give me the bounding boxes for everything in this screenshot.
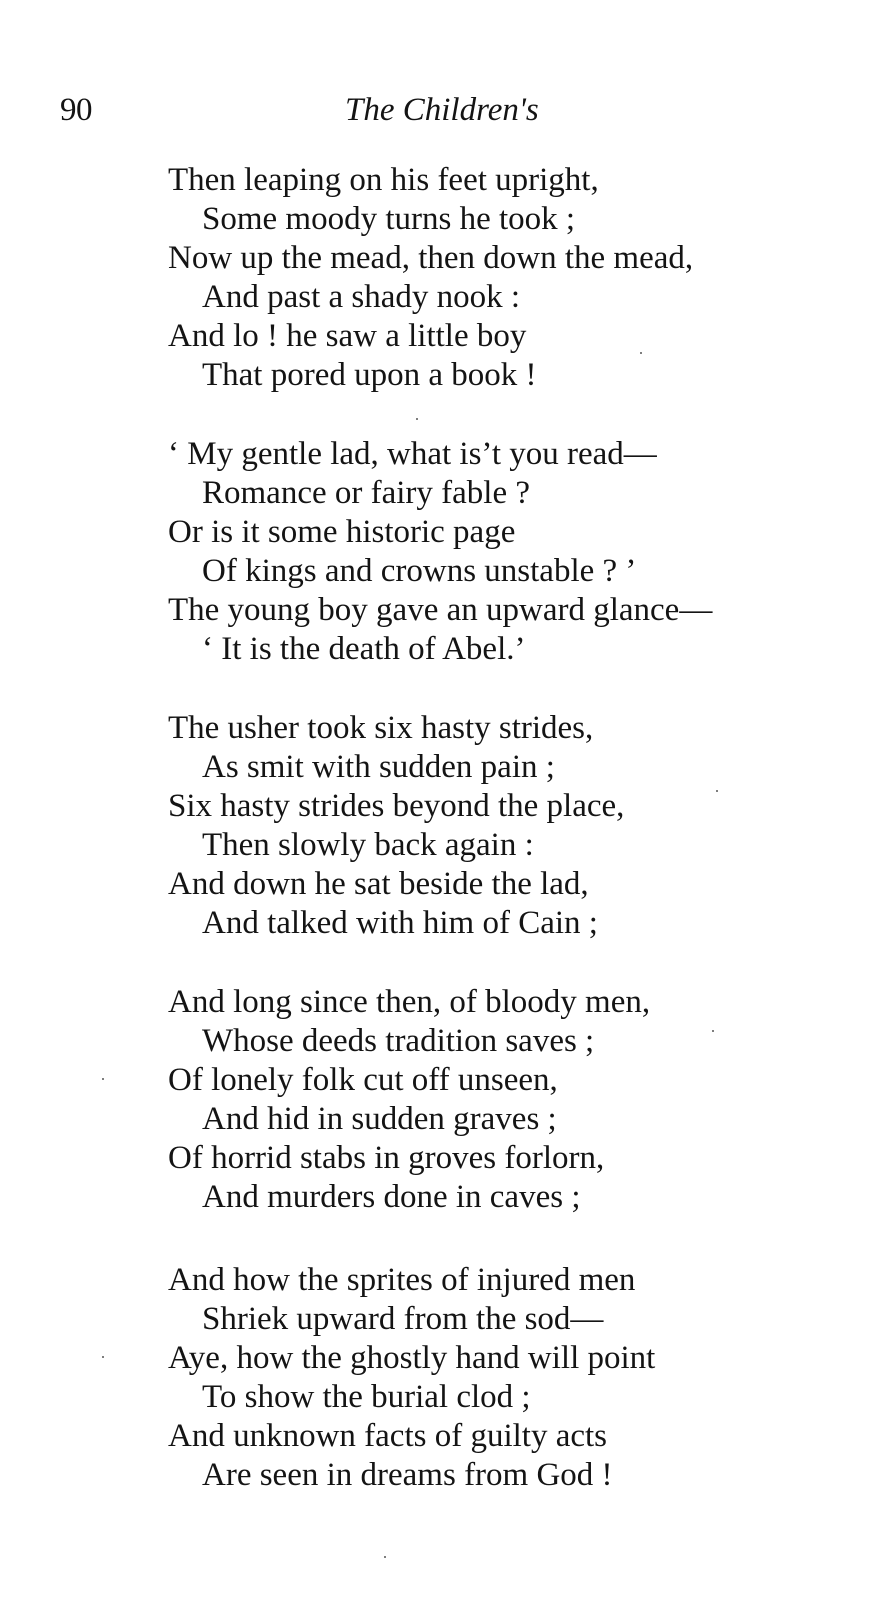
poem-line: And murders done in caves ;: [202, 1179, 581, 1215]
poem-line: And down he sat beside the lad,: [168, 866, 589, 902]
paper-speck: [640, 352, 642, 354]
poem-line: And how the sprites of injured men: [168, 1262, 636, 1298]
paper-speck: [716, 790, 718, 792]
running-head: The Children's: [345, 92, 539, 128]
poem-line: Whose deeds tradition saves ;: [202, 1023, 595, 1059]
paper-speck: [416, 418, 418, 420]
paper-speck: [712, 1030, 714, 1032]
poem-line: And lo ! he saw a little boy: [168, 318, 527, 354]
poem-line: Some moody turns he took ;: [202, 201, 576, 237]
poem-line: Of horrid stabs in groves forlorn,: [168, 1140, 605, 1176]
poem-line: The young boy gave an upward glance—: [168, 592, 713, 628]
poem-line: Now up the mead, then down the mead,: [168, 240, 694, 276]
poem-line: Aye, how the ghostly hand will point: [168, 1340, 656, 1376]
poem-line: As smit with sudden pain ;: [202, 749, 555, 785]
page-header: [0, 92, 879, 136]
paper-speck: [384, 1556, 386, 1558]
poem-line: ‘ It is the death of Abel.’: [202, 631, 526, 667]
poem-line: Of lonely folk cut off unseen,: [168, 1062, 558, 1098]
poem-line: And long since then, of bloody men,: [168, 984, 651, 1020]
poem-line: Are seen in dreams from God !: [202, 1457, 613, 1493]
paper-speck: [102, 1356, 104, 1358]
poem-line: Of kings and crowns unstable ? ’: [202, 553, 637, 589]
poem-line: Romance or fairy fable ?: [202, 475, 531, 511]
poem-line: And talked with him of Cain ;: [202, 905, 598, 941]
poem-line: ‘ My gentle lad, what is’t you read—: [168, 436, 657, 472]
poem-line: And past a shady nook :: [202, 279, 521, 315]
poem-line: Then leaping on his feet upright,: [168, 162, 599, 198]
poem-line: The usher took six hasty strides,: [168, 710, 594, 746]
poem-line: Shriek upward from the sod—: [202, 1301, 604, 1337]
page-number: 90: [60, 92, 92, 128]
paper-speck: [102, 1078, 104, 1080]
poem-line: That pored upon a book !: [202, 357, 537, 393]
poem-line: To show the burial clod ;: [202, 1379, 531, 1415]
poem-line: And unknown facts of guilty acts: [168, 1418, 608, 1454]
poem-line: Six hasty strides beyond the place,: [168, 788, 625, 824]
poem-line: And hid in sudden graves ;: [202, 1101, 557, 1137]
poem-line: Or is it some historic page: [168, 514, 516, 550]
poem-line: Then slowly back again :: [202, 827, 534, 863]
